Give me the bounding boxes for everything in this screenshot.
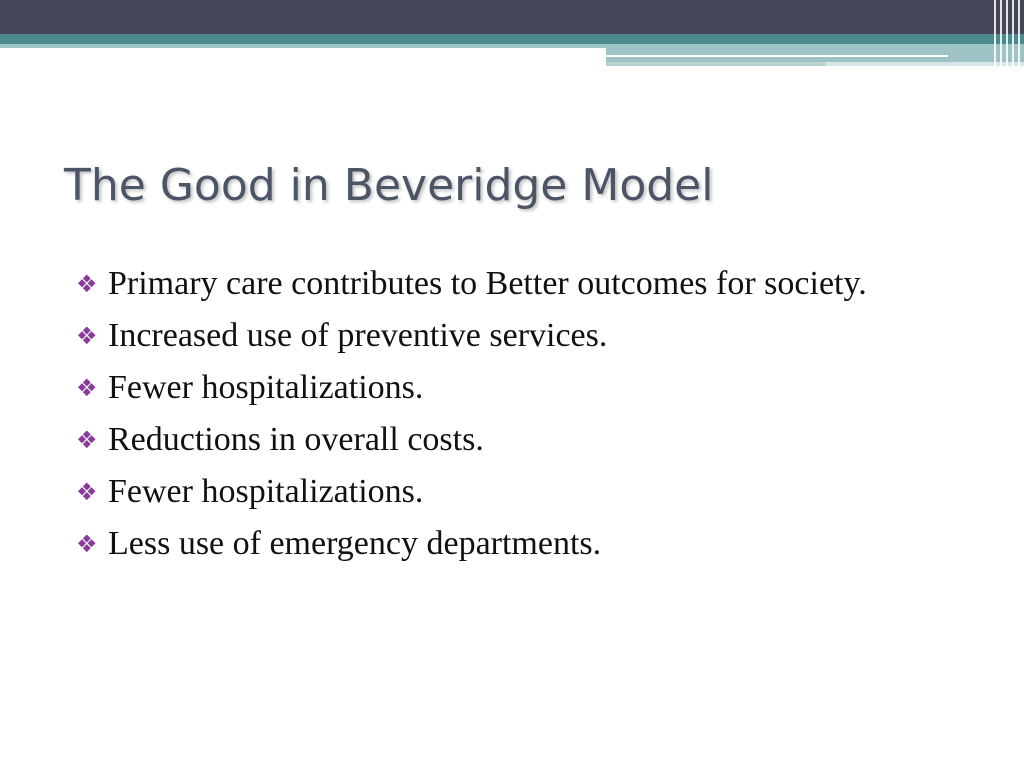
four-diamond-icon: ❖ <box>76 530 98 558</box>
bullet-item <box>76 366 966 410</box>
four-diamond-icon: ❖ <box>76 270 98 298</box>
bullet-text: Fewer hospitalizations. <box>108 369 424 406</box>
four-diamond-icon: ❖ <box>76 322 98 350</box>
bullet-list <box>76 262 966 574</box>
bullet-item <box>76 522 966 566</box>
slide-title: The Good in Beveridge Model <box>64 160 714 211</box>
bullet-item <box>76 314 966 358</box>
bullet-item <box>76 262 966 306</box>
bullet-text: Primary care contributes to Better outcomes for society. <box>108 265 867 302</box>
four-diamond-icon: ❖ <box>76 374 98 402</box>
bullet-text: Fewer hospitalizations. <box>108 473 424 510</box>
bullet-item <box>76 470 966 514</box>
bullet-text: Reductions in overall costs. <box>108 421 484 458</box>
header-band-line <box>606 55 948 57</box>
header-band-dark <box>0 0 1024 34</box>
bullet-text: Increased use of preventive services. <box>108 317 608 354</box>
header-band-line <box>606 62 826 66</box>
header-band-teal <box>0 34 1024 44</box>
header-right-stripes <box>990 0 1024 70</box>
bullet-text: Less use of emergency departments. <box>108 525 602 562</box>
four-diamond-icon: ❖ <box>76 426 98 454</box>
four-diamond-icon: ❖ <box>76 478 98 506</box>
bullet-item <box>76 418 966 462</box>
